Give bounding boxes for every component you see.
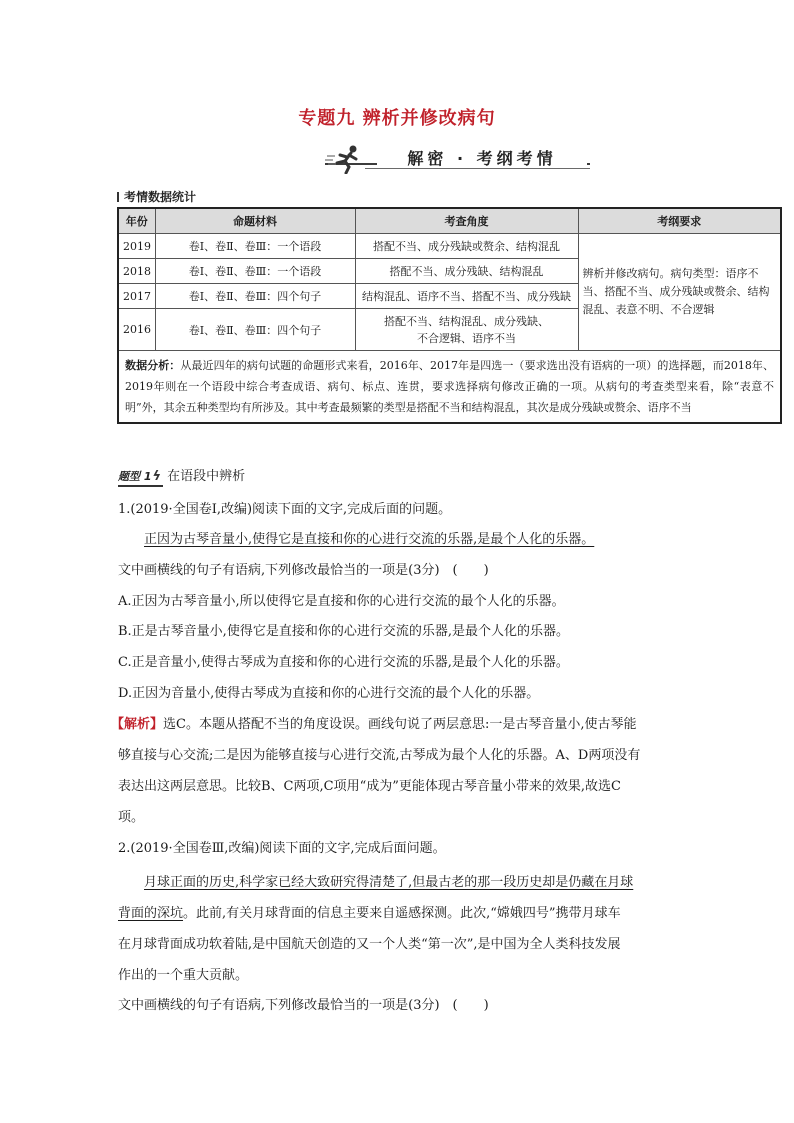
page-title: 专题九 辨析并修改病句: [298, 108, 496, 129]
angle-line: 搭配不当、结构混乱、成分残缺、: [384, 314, 549, 328]
option-d: D.正因为音量小,使得古琴成为直接和你的心进行交流的最个人化的乐器。: [118, 686, 540, 701]
angle-cell: 结构混乱、语序不当、搭配不当、成分残缺: [355, 284, 578, 309]
q1-analysis-line: 表达出这两层意思。比较B、C两项,C项用“成为”更能体现古琴音量小带来的效果,故选C: [118, 779, 621, 794]
runner-icon: [325, 144, 369, 174]
analysis-label: 数据分析：: [125, 359, 181, 372]
analysis-tag: 【解析】: [111, 717, 164, 732]
year-cell: 2018: [118, 259, 155, 284]
material-cell: 卷Ⅰ、卷Ⅱ、卷Ⅲ：一个语段: [155, 259, 355, 284]
q1-prompt: 文中画横线的句子有语病,下列修改最恰当的一项是(3分) ( ): [118, 563, 489, 578]
question-type-badge: 题型 1ϟ: [118, 468, 163, 487]
analysis-text: 从最近四年的病句试题的命题形式来看，2016年、2017年是四选一（要求选出没有语病的一项）的选择题，而2018年、2019年则在一个语段中综合考查成语、病句、标点、连贯，要求选择病句修改正确的一项。从病句的考查类型来看，除“表意不明”外，其余五种类型均有所涉及。其中考查最频繁的类型是搭配不当和结构混乱，其次是成分残缺或赘余、语序不当: [125, 359, 775, 414]
requirement-cell: 辨析并修改病句。病句类型：语序不当、搭配不当、成分残缺或赘余、结构混乱、表意不明、不合逻辑: [578, 234, 781, 351]
year-cell: 2017: [118, 284, 155, 309]
material-cell: 卷Ⅰ、卷Ⅱ、卷Ⅲ：四个句子: [155, 284, 355, 309]
q1-analysis-line: 够直接与心交流;二是因为能够直接与心进行交流,古琴成为最个人化的乐器。A、D两项没有: [118, 748, 641, 763]
q2-passage-line: 月球正面的历史,科学家已经大致研究得清楚了,但最古老的那一段历史却是仍藏在月球: [144, 875, 634, 890]
q2-header: 2.(2019·全国卷Ⅲ,改编)阅读下面的文字,完成后面问题。: [118, 841, 446, 856]
year-cell: 2016: [118, 309, 155, 351]
question-type-heading: [118, 465, 245, 483]
q1-analysis-line: 项。: [118, 810, 145, 825]
column-header: 考查角度: [355, 208, 578, 234]
banner-rule-thin: [365, 168, 590, 169]
exam-stats-table: [117, 207, 782, 424]
q2-passage-line: 背面的深坑。此前,有关月球背面的信息主要来自遥感探测。此次,“嫦娥四号”携带月球车: [118, 906, 621, 921]
table-header-row: [118, 208, 781, 234]
q1-analysis-line: 【解析】选C。本题从搭配不当的角度设误。画线句说了两层意思:一是古琴音量小,使古琴能: [111, 717, 637, 732]
option-b: B.正是古琴音量小,使得它是直接和你的心进行交流的乐器,是最个人化的乐器。: [118, 624, 569, 639]
q1-passage: 正因为古琴音量小,使得它是直接和你的心进行交流的乐器,是最个人化的乐器。: [144, 532, 595, 547]
material-cell: 卷Ⅰ、卷Ⅱ、卷Ⅲ：四个句子: [155, 309, 355, 351]
q1-header: 1.(2019·全国卷Ⅰ,改编)阅读下面的文字,完成后面的问题。: [118, 502, 452, 517]
column-header: 命题材料: [155, 208, 355, 234]
section-banner: [325, 144, 590, 174]
angle-cell: 搭配不当、成分残缺或赘余、结构混乱: [355, 234, 578, 259]
angle-cell: [355, 309, 578, 351]
q2-passage-line: 在月球背面成功软着陆,是中国航天创造的又一个人类“第一次”,是中国为全人类科技发展: [118, 937, 621, 952]
analysis-cell: [118, 351, 781, 424]
question-type-label: 在语段中辨析: [167, 469, 246, 484]
option-c: C.正是音量小,使得古琴成为直接和你的心进行交流的乐器,是最个人化的乐器。: [118, 655, 569, 670]
year-cell: 2019: [118, 234, 155, 259]
angle-cell: 搭配不当、成分残缺、结构混乱: [355, 259, 578, 284]
table-row: [118, 234, 781, 259]
material-cell: 卷Ⅰ、卷Ⅱ、卷Ⅲ：一个语段: [155, 234, 355, 259]
lightning-icon: ϟ: [152, 469, 162, 484]
q2-passage-line: 作出的一个重大贡献。: [118, 968, 249, 983]
analysis-row: [118, 351, 781, 424]
stats-heading: 考情数据统计: [117, 188, 196, 205]
column-header: 考纲要求: [578, 208, 781, 234]
q2-prompt: 文中画横线的句子有语病,下列修改最恰当的一项是(3分) ( ): [118, 998, 489, 1013]
banner-text: 解密 · 考纲考情: [377, 146, 587, 168]
option-a: A.正因为古琴音量小,所以使得它是直接和你的心进行交流的最个人化的乐器。: [118, 594, 565, 609]
column-header: 年份: [118, 208, 155, 234]
angle-line: 不合逻辑、语序不当: [417, 331, 516, 345]
